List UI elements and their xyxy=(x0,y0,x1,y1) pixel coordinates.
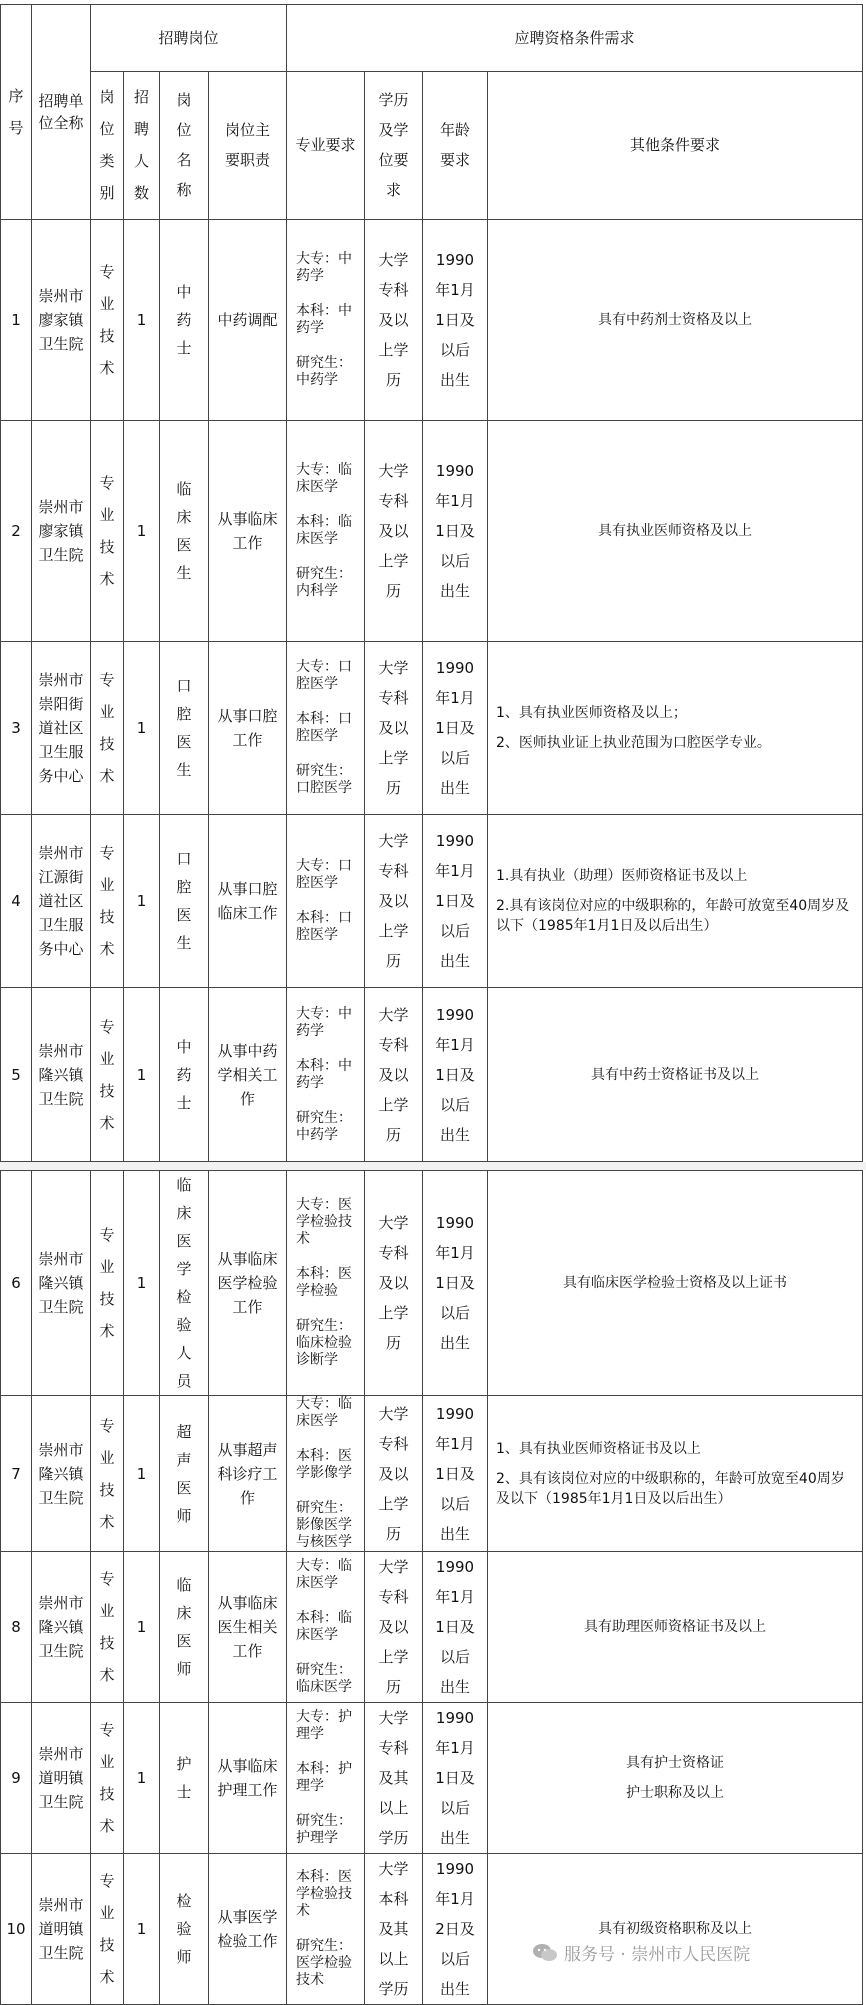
major-line: 本科：护理学 xyxy=(296,1761,352,1794)
cell-age: 1990年1月1日及以后出生 xyxy=(423,1171,488,1396)
major-line: 本科：临床医学 xyxy=(296,1610,352,1643)
major-line: 大专：护理学 xyxy=(296,1709,352,1742)
cell-other xyxy=(488,1703,863,1854)
cell-unit: 崇州市廖家镇卫生院 xyxy=(32,219,91,420)
cell-seq: 5 xyxy=(1,988,32,1162)
major-line: 本科：医学影像学 xyxy=(296,1448,352,1481)
major-line: 大专：中药学 xyxy=(296,1005,353,1039)
page-break xyxy=(0,1162,866,1170)
cell-major xyxy=(287,1703,365,1854)
cell-seq: 3 xyxy=(1,641,32,814)
cell-count: 1 xyxy=(124,219,160,420)
header-count: 招聘人数 xyxy=(124,71,160,219)
cell-post-name: 超声医师 xyxy=(160,1396,209,1552)
table-row xyxy=(1,1396,863,1552)
major-line: 大专：临床医学 xyxy=(296,1558,352,1591)
cell-count: 1 xyxy=(124,1854,160,2005)
table-row xyxy=(1,219,863,420)
cell-other xyxy=(488,1552,863,1703)
cell-count: 1 xyxy=(124,641,160,814)
cell-duty: 从事医学检验工作 xyxy=(209,1854,287,2005)
cell-duty: 从事临床医生相关工作 xyxy=(209,1552,287,1703)
major-line: 本科：临床医学 xyxy=(296,513,353,547)
cell-edu: 大学专科及以上学历 xyxy=(365,1396,423,1552)
cell-seq: 4 xyxy=(1,814,32,987)
cell-post-type: 专业技术 xyxy=(91,1703,124,1854)
cell-seq: 10 xyxy=(1,1854,32,2005)
cell-duty: 从事临床医学检验工作 xyxy=(209,1171,287,1396)
cell-post-name: 检验师 xyxy=(160,1854,209,2005)
cell-major xyxy=(287,1171,365,1396)
cell-seq: 2 xyxy=(1,420,32,641)
cell-major xyxy=(287,219,365,420)
other-requirement: 具有临床医学检验士资格及以上证书 xyxy=(563,1275,787,1291)
cell-edu: 大学专科及以上学历 xyxy=(365,814,423,987)
cell-age: 1990年1月1日及以后出生 xyxy=(423,814,488,987)
other-requirement: 护士职称及以上 xyxy=(626,1785,724,1801)
cell-duty: 中药调配 xyxy=(209,219,287,420)
cell-edu: 大学专科及其以上学历 xyxy=(365,1703,423,1854)
other-requirement: 1.具有执业（助理）医师资格证书及以上 xyxy=(496,868,748,885)
cell-post-type: 专业技术 xyxy=(91,1396,124,1552)
cell-edu: 大学专科及以上学历 xyxy=(365,1552,423,1703)
cell-unit: 崇州市隆兴镇卫生院 xyxy=(32,988,91,1162)
cell-other xyxy=(488,219,863,420)
header-age: 年龄要求 xyxy=(423,71,488,219)
major-line: 大专：口腔医学 xyxy=(296,858,353,892)
cell-post-name: 临床医生 xyxy=(160,420,209,641)
other-requirement: 具有护士资格证 xyxy=(626,1755,724,1771)
watermark xyxy=(532,1940,750,1965)
cell-post-type: 专业技术 xyxy=(91,814,124,987)
cell-count: 1 xyxy=(124,1171,160,1396)
header-unit: 招聘单位全称 xyxy=(32,5,91,220)
cell-count: 1 xyxy=(124,420,160,641)
major-line: 研究生：临床检验诊断学 xyxy=(296,1318,352,1368)
cell-age: 1990年1月1日及以后出生 xyxy=(423,988,488,1162)
table-row xyxy=(1,988,863,1162)
cell-post-name: 临床医师 xyxy=(160,1552,209,1703)
major-line: 研究生：护理学 xyxy=(296,1813,352,1846)
cell-duty: 从事口腔临床工作 xyxy=(209,814,287,987)
major-line: 大专：临床医学 xyxy=(296,1396,352,1429)
header-major: 专业要求 xyxy=(287,71,365,219)
major-line: 研究生：影像医学与核医学 xyxy=(296,1500,352,1550)
cell-seq: 1 xyxy=(1,219,32,420)
header-post-name: 岗位名称 xyxy=(160,71,209,219)
header-group-post: 招聘岗位 xyxy=(91,5,287,72)
cell-age: 1990年1月1日及以后出生 xyxy=(423,1703,488,1854)
header-duty: 岗位主要职责 xyxy=(209,71,287,219)
watermark-text: 服务号 · 崇州市人民医院 xyxy=(564,1945,751,1965)
major-line: 大专：口腔医学 xyxy=(296,658,353,692)
cell-edu: 大学专科及以上学历 xyxy=(365,420,423,641)
cell-seq: 7 xyxy=(1,1396,32,1552)
major-line: 本科：中药学 xyxy=(296,302,353,336)
cell-edu: 大学专科及以上学历 xyxy=(365,219,423,420)
cell-post-type: 专业技术 xyxy=(91,219,124,420)
cell-post-type: 专业技术 xyxy=(91,420,124,641)
major-line: 本科：口腔医学 xyxy=(296,710,353,744)
major-line: 本科：口腔医学 xyxy=(296,910,353,944)
cell-edu: 大学本科及其以上学历 xyxy=(365,1854,423,2005)
major-line: 本科：医学检验 xyxy=(296,1266,352,1299)
cell-post-type: 专业技术 xyxy=(91,641,124,814)
wechat-icon xyxy=(532,1943,558,1963)
cell-duty: 从事中药学相关工作 xyxy=(209,988,287,1162)
cell-post-type: 专业技术 xyxy=(91,1171,124,1396)
cell-unit: 崇州市崇阳街道社区卫生服务中心 xyxy=(32,641,91,814)
cell-other xyxy=(488,641,863,814)
cell-major xyxy=(287,641,365,814)
other-requirement: 具有助理医师资格证书及以上 xyxy=(584,1619,766,1635)
cell-age: 1990年1月1日及以后出生 xyxy=(423,641,488,814)
cell-other xyxy=(488,1396,863,1552)
table-row xyxy=(1,814,863,987)
major-line: 大专：医学检验技术 xyxy=(296,1197,352,1247)
table-row xyxy=(1,1703,863,1854)
cell-post-type: 专业技术 xyxy=(91,988,124,1162)
cell-unit: 崇州市隆兴镇卫生院 xyxy=(32,1552,91,1703)
cell-major xyxy=(287,420,365,641)
major-line: 研究生：临床医学 xyxy=(296,1662,352,1695)
cell-count: 1 xyxy=(124,1703,160,1854)
cell-post-name: 中药士 xyxy=(160,988,209,1162)
cell-post-name: 临床医学检验人员 xyxy=(160,1171,209,1396)
cell-major xyxy=(287,814,365,987)
major-line: 研究生：口腔医学 xyxy=(296,762,353,796)
cell-major xyxy=(287,1396,365,1552)
other-requirement: 2、医师执业证上执业范围为口腔医学专业。 xyxy=(496,734,771,751)
major-line: 研究生：中药学 xyxy=(296,1109,353,1143)
cell-unit: 崇州市隆兴镇卫生院 xyxy=(32,1171,91,1396)
recruitment-table-part2 xyxy=(0,1170,863,2005)
other-requirement: 具有中药士资格证书及以上 xyxy=(591,1066,760,1083)
cell-age: 1990年1月1日及以后出生 xyxy=(423,420,488,641)
cell-unit: 崇州市隆兴镇卫生院 xyxy=(32,1396,91,1552)
cell-other xyxy=(488,420,863,641)
cell-unit: 崇州市道明镇卫生院 xyxy=(32,1703,91,1854)
other-requirement: 具有中药剂士资格及以上 xyxy=(598,311,753,328)
cell-other xyxy=(488,814,863,987)
cell-other xyxy=(488,1171,863,1396)
recruitment-table-part1 xyxy=(0,4,863,1162)
cell-unit: 崇州市廖家镇卫生院 xyxy=(32,420,91,641)
header-other: 其他条件要求 xyxy=(488,71,863,219)
cell-post-name: 中药士 xyxy=(160,219,209,420)
major-line: 研究生：内科学 xyxy=(296,565,353,599)
cell-seq: 6 xyxy=(1,1171,32,1396)
cell-duty: 从事临床护理工作 xyxy=(209,1703,287,1854)
table-row xyxy=(1,1854,863,2005)
header-seq: 序号 xyxy=(1,5,32,220)
major-line: 大专：临床医学 xyxy=(296,461,353,495)
major-line: 本科：医学检验技术 xyxy=(296,1869,352,1919)
cell-duty: 从事口腔工作 xyxy=(209,641,287,814)
cell-age: 1990年1月2日及以后出生 xyxy=(423,1854,488,2005)
other-requirement: 1、具有执业医师资格证书及以上 xyxy=(496,1440,701,1457)
header-post-type: 岗位类别 xyxy=(91,71,124,219)
cell-major xyxy=(287,1552,365,1703)
cell-post-name: 口腔医生 xyxy=(160,814,209,987)
cell-post-name: 口腔医生 xyxy=(160,641,209,814)
cell-seq: 9 xyxy=(1,1703,32,1854)
other-requirement: 1、具有执业医师资格及以上； xyxy=(496,704,687,721)
cell-edu: 大学专科及以上学历 xyxy=(365,988,423,1162)
cell-edu: 大学专科及以上学历 xyxy=(365,641,423,814)
cell-count: 1 xyxy=(124,814,160,987)
cell-count: 1 xyxy=(124,988,160,1162)
header-edu: 学历及学位要求 xyxy=(365,71,423,219)
cell-unit: 崇州市江源街道社区卫生服务中心 xyxy=(32,814,91,987)
cell-post-type: 专业技术 xyxy=(91,1552,124,1703)
cell-post-name: 护士 xyxy=(160,1703,209,1854)
cell-seq: 8 xyxy=(1,1552,32,1703)
cell-duty: 从事临床工作 xyxy=(209,420,287,641)
cell-age: 1990年1月1日及以后出生 xyxy=(423,1396,488,1552)
other-requirement: 2.具有该岗位对应的中级职称的，年龄可放宽至40周岁及以下（1985年1月1日及以后出生） xyxy=(496,898,850,935)
cell-other xyxy=(488,988,863,1162)
table-row xyxy=(1,1552,863,1703)
cell-post-type: 专业技术 xyxy=(91,1854,124,2005)
cell-count: 1 xyxy=(124,1552,160,1703)
cell-other xyxy=(488,1854,863,2005)
other-requirement: 具有初级资格职称及以上 xyxy=(598,1921,752,1937)
cell-count: 1 xyxy=(124,1396,160,1552)
cell-unit: 崇州市道明镇卫生院 xyxy=(32,1854,91,2005)
cell-age: 1990年1月1日及以后出生 xyxy=(423,1552,488,1703)
table-row xyxy=(1,641,863,814)
header-group-req: 应聘资格条件需求 xyxy=(287,5,863,72)
cell-age: 1990年1月1日及以后出生 xyxy=(423,219,488,420)
major-line: 研究生：医学检验技术 xyxy=(296,1938,352,1988)
other-requirement: 2、具有该岗位对应的中级职称的，年龄可放宽至40周岁及以下（1985年1月1日及以后出生） xyxy=(496,1470,845,1507)
other-requirement: 具有执业医师资格及以上 xyxy=(598,522,753,539)
cell-major xyxy=(287,988,365,1162)
table-row xyxy=(1,1171,863,1396)
major-line: 本科：中药学 xyxy=(296,1057,353,1091)
cell-edu: 大学专科及以上学历 xyxy=(365,1171,423,1396)
cell-major xyxy=(287,1854,365,2005)
major-line: 研究生：中药学 xyxy=(296,354,353,388)
cell-duty: 从事超声科诊疗工作 xyxy=(209,1396,287,1552)
table-row xyxy=(1,420,863,641)
major-line: 大专：中药学 xyxy=(296,250,353,284)
